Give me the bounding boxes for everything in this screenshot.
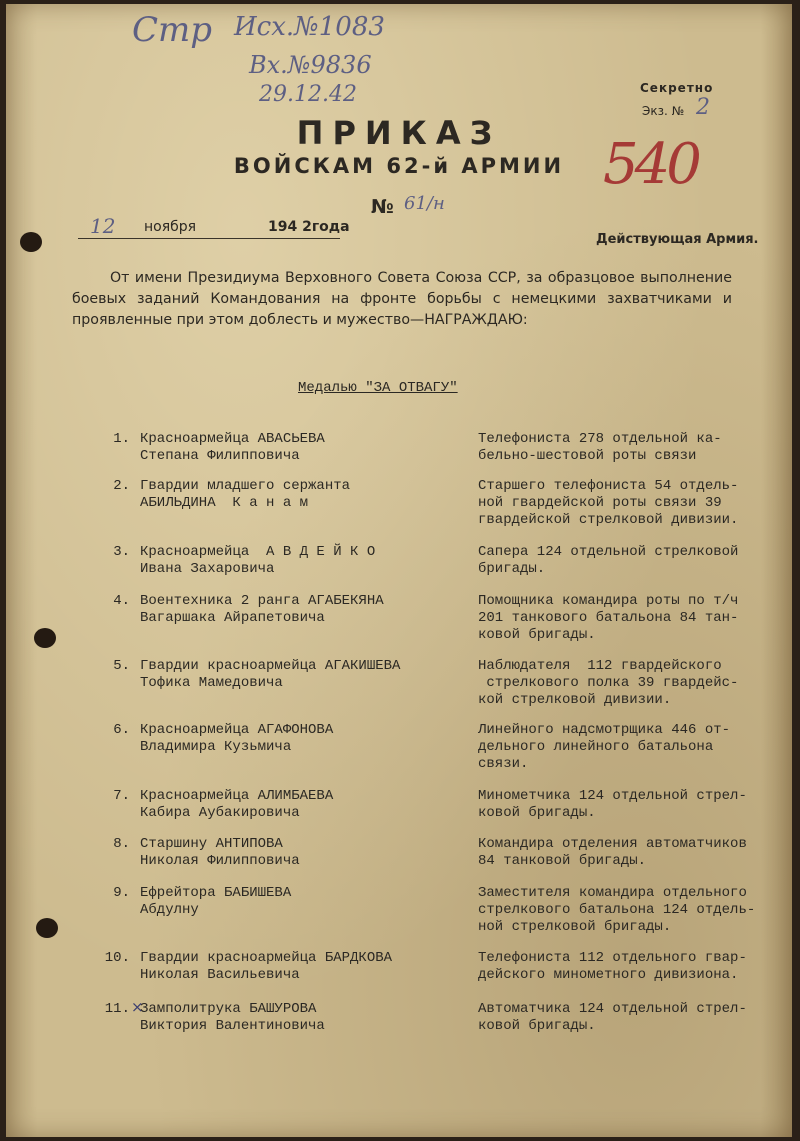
awardee-name: Гвардии младшего сержанта АБИЛЬДИНА К а н а м [140,478,351,511]
awardee-name: Красноармейца А В Д Е Й К О Ивана Захаровича [140,544,376,577]
awardee-unit: Помощника командира роты по т/ч 201 танкового батальона 84 тан- ковой бригады. [478,593,739,643]
awardee-number: 5. [113,658,130,674]
awardee-number: 10. [104,950,130,966]
handwritten-annotation-3: Вх.№9836 [249,51,372,79]
red-handwritten-number: 540 [603,132,698,197]
copy-number: 2 [696,95,710,120]
preamble-text: От имени Президиума Верховного Совета Союза ССР, за образцовое выполнение боевых заданий Командования на фронте борьбы с немецкими захватчиками и проявленные при этом доблесть и мужество—НАГРАЖДАЮ: [72,270,732,328]
awardee-number: 1. [113,431,130,447]
awardee-name: Красноармейца АГАФОНОВА Владимира Кузьмича [140,722,334,755]
awardee-unit: Телефониста 112 отдельного гвар- дейского минометного дивизиона. [478,950,747,983]
awardee-number: 8. [113,836,130,852]
document-page [6,4,792,1137]
date-month: ноября [144,219,197,235]
awardee-number: 2. [113,478,130,494]
awardee-name: Гвардии красноармейца БАРДКОВА Николая Васильевича [140,950,393,983]
x-mark: × [131,998,144,1016]
punch-hole-middle [34,628,56,648]
handwritten-annotation-1: Стр [132,10,213,50]
awardee-number: 7. [113,788,130,804]
awardee-number: 4. [113,593,130,609]
document-subtitle: ВОЙСКАМ 62-й АРМИИ [233,154,565,178]
awardee-unit: Линейного надсмотрщика 446 от- дельного линейного батальона связи. [478,722,731,772]
awardee-unit: Телефониста 278 отдельной ка- бельно-шестовой роты связи [478,431,722,464]
medal-title: Медалью "ЗА ОТВАГУ" [298,380,458,396]
awardee-name: Воентехника 2 ранга АГАБЕКЯНА Вагаршака Айрапетовича [140,593,384,626]
punch-hole-bottom [36,918,58,938]
awardee-unit: Командира отделения автоматчиков 84 танковой бригады. [478,836,747,869]
date-underline [78,238,340,239]
awardee-name: Ефрейтора БАБИШЕВА Абдулну [140,885,292,918]
awardee-name: Старшину АНТИПОВА Николая Филипповича [140,836,300,869]
awardee-unit: Автоматчика 124 отдельной стрел- ковой бригады. [478,1001,747,1034]
secret-label: Секретно [640,81,714,95]
order-number-label: № [371,196,394,218]
awardee-number: 6. [113,722,130,738]
awardee-number: 9. [113,885,130,901]
awardee-name: Гвардии красноармейца АГАКИШЕВА Тофика Мамедовича [140,658,401,691]
awardee-number: 11. [104,1001,130,1017]
awardee-name: Замполитрука БАШУРОВА Виктория Валентиновича [140,1001,325,1034]
awardee-unit: Заместителя командира отдельного стрелкового батальона 124 отдель- ной стрелковой бригады. [478,885,756,935]
handwritten-annotation-4: 29.12.42 [259,82,357,107]
awardee-name: Красноармейца АЛИМБАЕВА Кабира Аубакировича [140,788,334,821]
awardee-name: Красноармейца АВАСЬЕВА Степана Филипповича [140,431,325,464]
order-number-value: 61/н [404,193,445,214]
punch-hole-top [20,232,42,252]
copy-label: Экз. № [642,104,685,118]
date-day: 12 [90,214,116,238]
awardee-unit: Старшего телефониста 54 отдель- ной гвардейской роты связи 39 гвардейской стрелковой дивизии. [478,478,739,528]
awardee-number: 3. [113,544,130,560]
handwritten-annotation-2: Исх.№1083 [234,12,385,42]
date-year: 194 2года [268,219,350,235]
awardee-unit: Минометчика 124 отдельной стрел- ковой бригады. [478,788,747,821]
army-status: Действующая Армия. [596,232,759,247]
document-title: ПРИКАЗ [296,114,502,152]
awardee-unit: Наблюдателя 112 гвардейского стрелкового полка 39 гвардейс- кой стрелковой дивизии. [478,658,739,708]
awardee-unit: Сапера 124 отдельной стрелковой бригады. [478,544,739,577]
